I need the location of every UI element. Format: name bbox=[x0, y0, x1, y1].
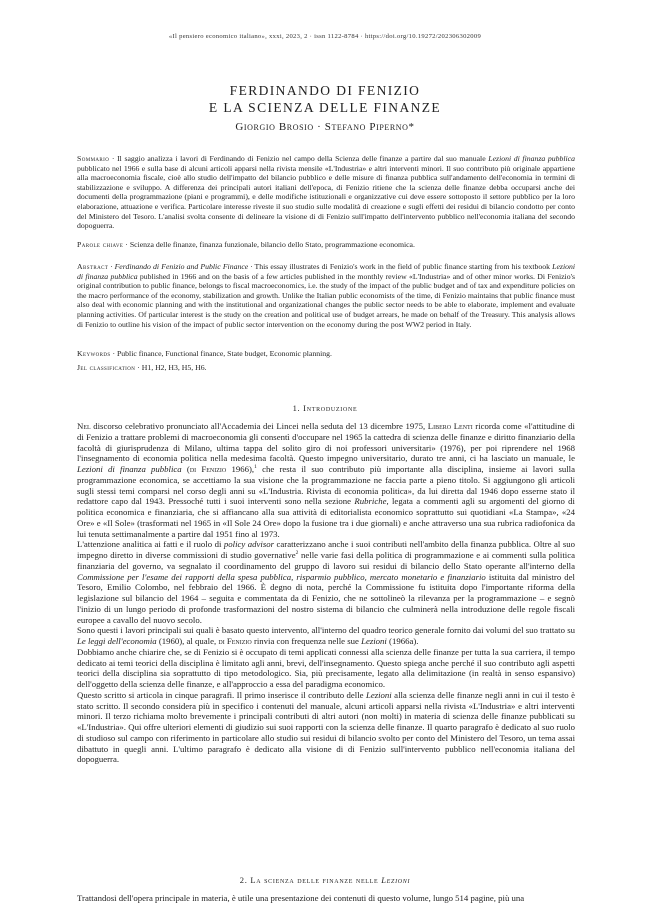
p1-span-12: , legata a commenti agli su argomenti del giorno di politica economica e finanziaria, che si affiancano alla sua attività di editorialista economico soprattutto sui quotidiani «La Stampa», «24 Ore» e «Il Sole» (trasformati nel 1965 in «Il Sole 24 Ore» dopo la fusione tra i due giornali) e anche attraverso una sua rubrica radiofonica da lui tenuta settimanalmente a partire dal 1951 fino al 1973. bbox=[77, 496, 575, 539]
p3-span-7: (1966a). bbox=[386, 636, 419, 646]
section-1-paragraph-2 bbox=[77, 539, 575, 625]
p2-policy-advisor: policy advisor bbox=[223, 539, 275, 550]
sommario-book-title: Lezioni di finanza pubblica bbox=[488, 154, 575, 163]
abstract-label: Abstract bbox=[77, 262, 109, 271]
sommario-paragraph bbox=[77, 154, 575, 231]
keywords-line bbox=[77, 349, 575, 359]
p1-span-10: che resta il suo contributo più importante alla disciplina, insieme ai lavori sulla programmazione economica, se accettiamo la sua visione che la programmazione ne faccia parte a pieno titolo. Si aggiungono gli articoli sugli stessi temi comparsi nel corso degli anni su «L'Industria. Rivista di economia politica», da lui diretta dal 1946 dopo esserne stato il redattore capo dal 1943. Pressoché tutti i suoi interventi sono nella sezione bbox=[77, 464, 575, 507]
sommario-label: Sommario bbox=[77, 154, 110, 163]
p3-span-5: rinvia con frequenza nelle sue bbox=[251, 636, 362, 646]
abstract-book-title: Lezioni di finanza pubblica bbox=[77, 262, 575, 281]
sommario-text-2: pubblicato nel 1966 e sulla base di alcuni articoli apparsi nella rivista mensile «L'Industria» e altri interventi minori. Il suo contributo più originale appartiene alla macroeconomia fiscale, cioè allo studio dell'impatto del bilancio pubblico e delle misure di finanza pubblica sull'andamento dell'economia in termini di stabilizzazione e sviluppo. A differenza dei principali autori italiani dell'epoca, di Fenizio ritiene che la scienza delle finanze debba occuparsi anche dei documenti della programmazione (piani e programmi), e delle modifiche istituzionali e organizzative cui deve essere sottoposto il settore pubblico per la loro elaborazione, attuazione e verifica. Particolare interesse riveste il suo studio sulle modalità di creazione e sugli effetti dei residui di bilancio condotto per conto del Ministero del Tesoro. L'analisi svolta consente di delineare la visione di di Fenizio sull'impatto dell'intervento pubblico nell'economia italiana del secondo dopoguerra. bbox=[77, 163, 575, 231]
parole-chiave-text: · Scienza delle finanze, finanza funzionale, bilancio dello Stato, programmazione economica. bbox=[123, 240, 415, 249]
section-2-heading-italic: Lezioni bbox=[381, 875, 411, 885]
p2-span-5: nelle varie fasi della politica di programmazione e ai commenti sulla politica finanziaria del governo, va segnalato il coordinamento del gruppo di lavoro sui residui di bilancio dello Stato operante all'interno della bbox=[77, 550, 575, 571]
p2-commissione-title: Commissione per l'esame dei rapporti della spesa pubblica, risparmio pubblico, mercato monetario e finanziario bbox=[77, 571, 486, 582]
running-head: «Il pensiero economico italiano», xxxi, 2023, 2 · issn 1122-8784 · https://doi.org/10.19272/202306302009 bbox=[168, 33, 482, 40]
jel-line bbox=[77, 363, 575, 373]
article-title-line-2: E LA SCIENZA DELLE FINANZE bbox=[208, 100, 442, 115]
sommario-text-1: · Il saggio analizza i lavori di Ferdinando di Fenizio nel campo della Scienza delle finanze a partire dal suo manuale bbox=[109, 154, 489, 163]
author-names: Giorgio Brosio · Stefano Piperno* bbox=[235, 121, 415, 133]
section-1-paragraph-3 bbox=[77, 625, 575, 647]
p1-rubriche: Rubriche bbox=[354, 496, 387, 507]
footnote-ref-1[interactable]: 1 bbox=[254, 464, 257, 471]
p5-span-1: Questo scritto si articola in cinque paragrafi. Il primo inserisce il contributo delle bbox=[77, 689, 366, 700]
section-2-paragraph-1: Trattandosi dell'opera principale in materia, è utile una presentazione dei contenuti di questo volume, lungo 514 pagine, più una bbox=[77, 893, 525, 903]
p1-span-2: discorso celebrativo pronunciato all'Accademia dei Lincei nella seduta del 13 dicembre 1975, bbox=[90, 421, 428, 431]
p1-span-8: 1966), bbox=[226, 464, 255, 474]
p1-book-title: Lezioni di finanza pubblica bbox=[77, 464, 182, 474]
parole-chiave-label: Parole chiave bbox=[77, 240, 124, 249]
abstract-title: · Ferdinando di Fenizio and Public Finance · bbox=[108, 262, 255, 271]
abstract-text-1: This essay illustrates di Fenizio's work in the field of public finance starting from his textbook bbox=[254, 262, 553, 271]
section-2-heading-text: 2. La scienza delle finanze nelle bbox=[239, 875, 382, 885]
p2-span-7: istituita dal ministro del Tesoro, Emilio Colombo, nel febbraio del 1966. È degno di nota, perché la Commissione fu istituita dopo l'importante riforma della legislazione sul bilancio del 1964 – seguita e commentata da di Fenizio, che ne sottolineò la rilevanza per la programmazione – e segnò l'inizio di un lungo periodo di profonde trasformazioni del nostro sistema di bilancio che culminerà nella introduzione delle regole fiscali europee a cavallo del nuovo secolo. bbox=[77, 571, 575, 625]
abstract-text-2: published in 1966 and on the basis of a few articles published in the monthly review «L'Industria» and of other minor works. Di Fenizio's original contribution to public finance, belongs to fiscal macroeconomics, i.e. the study of the impact of the public budget and of tax and expenditure policies on the macro performance of the economy, stabilization and growth. Unlike the Italian public economists of the time, di Fenizio maintains that public finance must also deal with economic planning and with the institutional and organizational changes the public sector needs to be able to elaborate, implement and evaluate planning activities. Of particular interest is the study on the creation and political use of budget arrears, he made on behalf of the Treasury. This analysis allows di Fenizio to outline his vision of the impact of public sector intervention on the economy during the post WW2 period in Italy. bbox=[77, 271, 575, 329]
p5-span-3: alla scienza delle finanze negli anni in cui il testo è stato scritto. Il secondo considera più in specifico i contenuti del manuale, alcuni articoli apparsi nella rivista «L'Industria» e altri interventi minori. Il terzo richiama molto brevemente i principali contributi di altri autori (non molti) in materia di scienza delle finanze pubblicati su «L'Industria». Qui offre ulteriori elementi di giudizio sui suoi rapporti con la scienza delle finanze. Il quarto paragrafo è dedicato al suo ruolo di studioso sul campo con riferimento in particolare allo studio sui residui di bilancio svolto per conto del Ministero del Tesoro, un tema assai dibattuto in quegli anni. L'ultimo paragrafo è dedicato alla visione di di Fenizio sull'intervento pubblico nell'economia italiana del dopoguerra. bbox=[77, 689, 575, 765]
parole-chiave-line bbox=[77, 240, 575, 250]
section-2-heading bbox=[0, 875, 650, 885]
keywords-label: Keywords bbox=[77, 349, 111, 358]
p3-treatise-title: Le leggi dell'economia bbox=[77, 636, 157, 646]
title-block bbox=[0, 82, 650, 133]
keywords-text: · Public finance, Functional finance, State budget, Economic planning. bbox=[110, 349, 332, 358]
article-title-line-1: FERDINANDO DI FENIZIO bbox=[229, 83, 421, 98]
p3-citation-author: di Fenizio bbox=[218, 636, 252, 646]
abstract-paragraph bbox=[77, 262, 575, 329]
p1-citation-author: di Fenizio bbox=[189, 464, 227, 474]
p1-span-6: ( bbox=[181, 464, 190, 474]
section-1-paragraph-5 bbox=[77, 690, 575, 765]
section-1-heading: 1. Introduzione bbox=[292, 403, 358, 413]
p3-span-1: Sono questi i lavori principali sui quali è basato questo intervento, all'interno del quadro teorico generale fornito dai volumi del suo trattato su bbox=[77, 625, 575, 636]
p3-lezioni: Lezioni bbox=[361, 636, 387, 646]
p2-span-3: caratterizzano anche i suoi contributi nell'ambito della finanza pubblica. Oltre al suo impegno diretto in diverse commissioni di studio governative bbox=[77, 539, 575, 560]
jel-label: Jel classification bbox=[77, 363, 136, 372]
section-1-paragraph-4: Dobbiamo anche chiarire che, se di Fenizio si è occupato di temi applicati connessi alla scienza delle finanze per tutta la sua carriera, il tempo dedicato ai temi teorici della disciplina è limitato agli anni, brevi, dell'insegnamento. Questo spiega anche perché il suo contributo agli aspetti teorici della disciplina sia soprattutto di tipo metodologico. Sia, più precisamente, legato alla delimitazione (in realtà in senso espansivo) dell'oggetto della scienza delle finanze, e all'approccio a essa del paradigma economico. bbox=[77, 646, 575, 689]
section-1-paragraph-1 bbox=[77, 421, 575, 539]
p2-span-1: L'attenzione analitica ai fatti e il ruolo di bbox=[77, 539, 224, 550]
footnote-ref-2[interactable]: 2 bbox=[295, 550, 299, 557]
p3-span-3: (1960), al quale, bbox=[156, 636, 219, 646]
jel-text: · H1, H2, H3, H5, H6. bbox=[135, 363, 207, 372]
p1-span-1: Nel bbox=[77, 421, 91, 431]
p1-span-4: ricorda come «l'attitudine di di Fenizio a trattare problemi di macroeconomia gli consentì d'occupare nel 1965 la cattedra di scienza delle finanze e diritto finanziario della facoltà di giurisprudenza di Milano, ultima tappa del solito giro di noi professori universitari» (1976), per poi riprendere nel 1968 l'insegnamento di economia politica nella medesima facoltà. Questo impegno universitario, durato tre anni, ci ha lasciato un manuale, le bbox=[77, 421, 575, 464]
section-1-body bbox=[77, 421, 575, 765]
p1-author-name: Libero Lenti bbox=[427, 421, 473, 431]
section-2-body bbox=[77, 893, 575, 904]
p5-lezioni: Lezioni bbox=[365, 689, 392, 700]
